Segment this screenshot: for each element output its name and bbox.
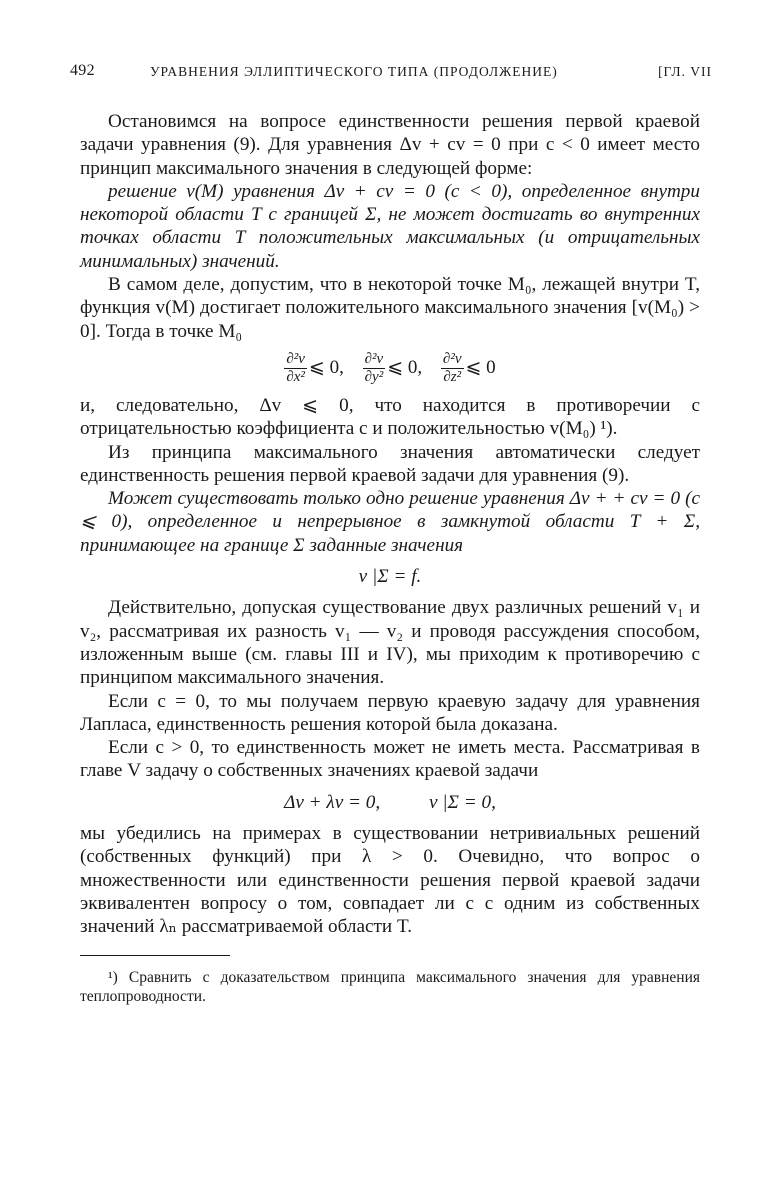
paragraph-10: мы убедились на примерах в существовании нетривиальных решений (собственных функций) при λ > 0. Очевидно, что вопрос о множественности или единственности решения первой краевой задачи эквивалентен вопросу о том, совпадает ли c с одним из собственных значений λₙ рассматриваемой области T. [80, 823, 700, 938]
boundary-condition-formula: v |Σ = f. [358, 566, 422, 588]
fraction-x: $\frac{\text{∂²v}}{\text{∂x²}}$ [286, 350, 305, 385]
paragraph-4: и, следовательно, Δv ⩽ 0, что находится в противоречии с отрицательностью коэффициента c и положительностью v(M₀) ¹). [80, 394, 700, 440]
fraction-y: $\frac{\text{∂²v}}{\text{∂y²}}$ [364, 350, 384, 385]
paragraph-1: Остановимся на вопросе единственности решения первой краевой задачи уравнения (9). Для уравнения Δv + cv = 0 при c < 0 имеет место принцип максимального значения в следующей форме: [80, 111, 700, 179]
footnote-divider [80, 955, 230, 956]
paragraph-9: Если c > 0, то единственность может не иметь места. Рассматривая в главе V задачу о собственных значениях краевой задачи [80, 737, 700, 782]
page-header [70, 62, 712, 88]
second-derivatives-formula: $\frac{\text{∂²v}}{\text{∂x²}}$ ⩽ 0, $\frac{\text{∂²v}}{\text{∂y²}}$ ⩽ 0, $\frac{\text{∂²v}}{\text{∂z²}}$ ⩽ 0 [286, 350, 496, 385]
theorem-statement: решение v(M) уравнения Δv + cv = 0 (c < 0), определенное внутри некоторой области T с границей Σ, не может достигать во внутренних точках области T положительных максимальных (и отрицательных минимальных) значений. [80, 180, 700, 272]
page-number: 492 [70, 62, 95, 79]
running-title: УРАВНЕНИЯ ЭЛЛИПТИЧЕСКОГО ТИПА (ПРОДОЛЖЕНИЕ) [150, 64, 558, 79]
footnote: ¹) Сравнить с доказательством принципа максимального значения для уравнения теплопроводности. [80, 968, 700, 1005]
page-body [80, 110, 700, 939]
uniqueness-theorem: Может существовать только одно решение уравнения Δv + + cv = 0 (c ⩽ 0), определенное и непрерывное в замкнутой области T + Σ, принимающее на границе Σ заданные значения [80, 488, 700, 556]
paragraph-8: Если c = 0, то мы получаем первую краевую задачу для уравнения Лапласа, единственность решения которой была доказана. [80, 690, 700, 735]
eigen-equation: Δv + λv = 0, [284, 791, 381, 813]
fraction-z: $\frac{\text{∂²v}}{\text{∂z²}}$ [442, 350, 462, 385]
paragraph-5: Из принципа максимального значения автоматически следует единственность решения первой краевой задачи для уравнения (9). [80, 441, 700, 486]
eigenvalue-problem-formula [80, 791, 700, 814]
paragraph-7: Действительно, допуская существование двух различных решений v₁ и v₂, рассматривая их разность v₁ — v₂ и проводя рассуждения способом, изложенным выше (см. главы III и IV), мы приходим к противоречию с принципом максимального значения. [80, 597, 700, 689]
eigen-boundary: v |Σ = 0, [428, 791, 496, 813]
book-page [70, 62, 712, 1006]
paragraph-3: В самом деле, допустим, что в некоторой точке M₀, лежащей внутри T, функция v(M) достигает положительного максимального значения [v(M₀) > 0]. Тогда в точке M₀ [80, 274, 700, 342]
chapter-marker: [ГЛ. VII [658, 64, 712, 79]
